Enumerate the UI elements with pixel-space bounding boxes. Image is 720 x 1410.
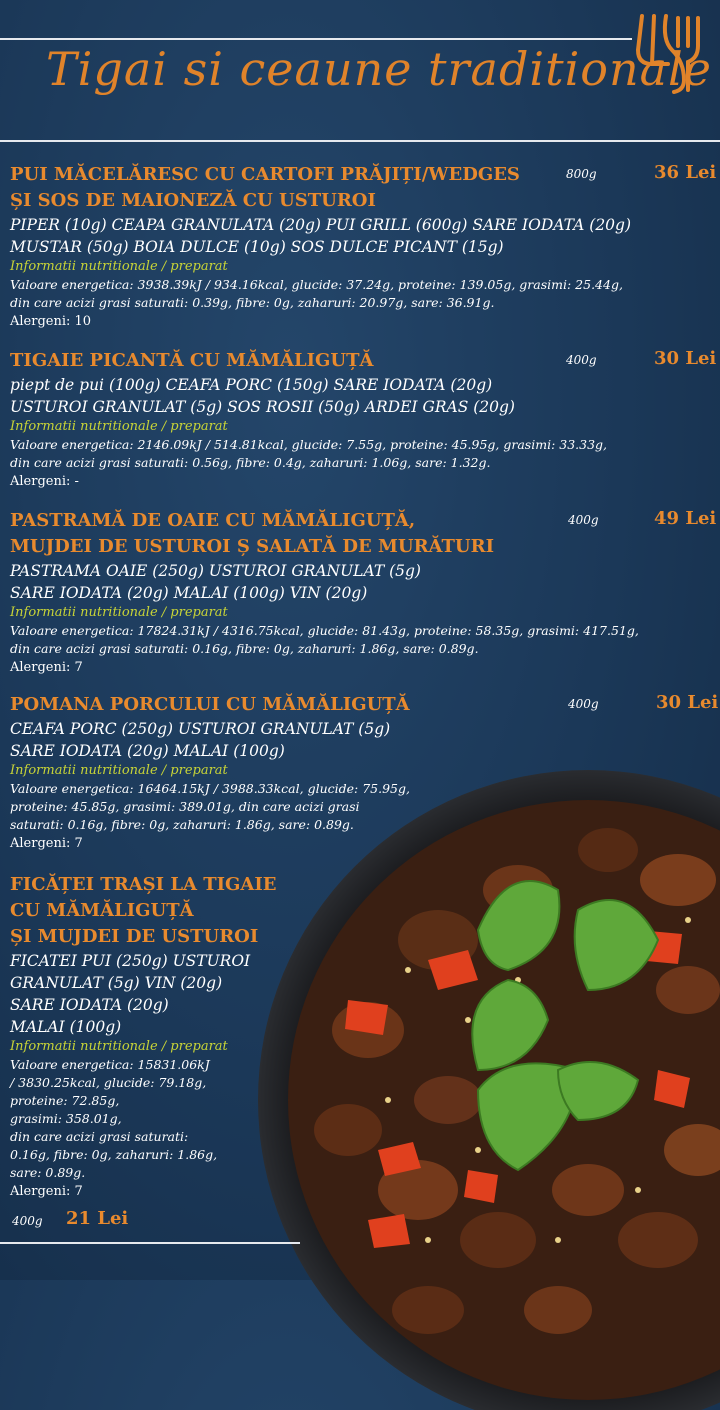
item-ingredients-line: PIPER (10g) CEAPA GRANULATA (20g) PUI GRILL (600g) SARE IODATA (20g) [10,216,632,234]
item-price: 30 Lei [656,692,719,713]
item-price: 30 Lei [654,348,717,369]
item-name-line: POMANA PORCULUI CU MĂMĂLIGUȚĂ [10,694,410,715]
item-name-line: FICĂȚEI TRAȘI LA TIGAIE [10,874,277,895]
item-info-label: Informatii nutritionale / preparat [10,763,228,778]
item-price: 36 Lei [654,162,717,183]
item-name-line: ȘI MUJDEI DE USTUROI [10,926,259,947]
item-info-label: Informatii nutritionale / preparat [10,605,228,620]
item-nutrition-line: din care acizi grasi saturati: [10,1129,189,1144]
item-ingredients-line: SARE IODATA (20g) MALAI (100g) VIN (20g) [10,584,368,602]
title-divider [0,140,720,142]
item-allergens: Alergeni: 7 [10,1184,83,1199]
item-ingredients-line: GRANULAT (5g) VIN (20g) [10,974,223,992]
item-name-line: MUJDEI DE USTUROI Ș SALATĂ DE MURĂTURI [10,536,494,557]
menu-item-2 [10,348,607,492]
item-nutrition-line: sare: 0.89g. [10,1165,86,1180]
item-nutrition-line: proteine: 45.85g, grasimi: 389.01g, din care acizi grasi [10,799,360,814]
item-nutrition-line: / 3830.25kcal, glucide: 79.18g, [10,1075,207,1090]
item-nutrition-line: din care acizi grasi saturati: 0.56g, fibre: 0.4g, zaharuri: 1.06g, sare: 1.32g. [10,455,491,470]
item-nutrition-line: grasimi: 358.01g, [10,1111,122,1126]
item-weight: 400g [568,513,599,527]
item-ingredients-line: FICATEI PUI (250g) USTUROI [10,952,251,970]
top-divider [0,38,632,40]
item-allergens: Alergeni: 7 [10,836,83,851]
item-nutrition-line: saturati: 0.16g, fibre: 0g, zaharuri: 1.86g, sare: 0.89g. [10,817,354,832]
item-allergens: Alergeni: 10 [10,314,92,329]
item-name-line: ȘI SOS DE MAIONEZĂ CU USTUROI [10,190,376,211]
page-title: Tigai si ceaune traditionale [46,42,712,96]
item-ingredients-line: SARE IODATA (20g) [10,996,169,1014]
item-info-label: Informatii nutritionale / preparat [10,259,228,274]
item-nutrition-line: din care acizi grasi saturati: 0.16g, fibre: 0g, zaharuri: 1.86g, sare: 0.89g. [10,641,479,656]
item-weight: 400g [12,1214,43,1228]
item-info-label: Informatii nutritionale / preparat [10,419,228,434]
item-allergens: Alergeni: - [10,474,79,489]
item-price: 21 Lei [66,1208,129,1229]
item-ingredients-line: SARE IODATA (20g) MALAI (100g) [10,742,285,760]
item-nutrition-line: Valoare energetica: 16464.15kJ / 3988.33kcal, glucide: 75.95g, [10,781,410,796]
item-info-label: Informatii nutritionale / preparat [10,1039,228,1054]
item-weight: 800g [566,167,597,181]
item-nutrition-line: Valoare energetica: 2146.09kJ / 514.81kcal, glucide: 7.55g, proteine: 45.95g, grasimi: 33.33g, [10,437,608,452]
item-nutrition-line: 0.16g, fibre: 0g, zaharuri: 1.86g, [10,1147,218,1162]
item-name-line: TIGAIE PICANTĂ CU MĂMĂLIGUȚĂ [10,350,374,371]
item-ingredients-line: PASTRAMA OAIE (250g) USTUROI GRANULAT (5g) [10,562,421,580]
item-price: 49 Lei [654,508,717,529]
item-name-line: PUI MĂCELĂRESC CU CARTOFI PRĂJIȚI/WEDGES [10,164,520,185]
item-ingredients-line: CEAFA PORC (250g) USTUROI GRANULAT (5g) [10,720,391,738]
item-name-line: PASTRAMĂ DE OAIE CU MĂMĂLIGUȚĂ, [10,510,416,531]
item-nutrition-line: Valoare energetica: 15831.06kJ [10,1057,210,1072]
item-name-line: CU MĂMĂLIGUȚĂ [10,900,194,921]
item-allergens: Alergeni: 7 [10,660,83,675]
item-ingredients-line: piept de pui (100g) CEAFA PORC (150g) SARE IODATA (20g) [10,376,493,394]
dish-photo [258,770,720,1410]
item-ingredients-line: USTUROI GRANULAT (5g) SOS ROSII (50g) ARDEI GRAS (20g) [10,398,515,416]
menu-item-5 [10,872,277,1202]
item-weight: 400g [566,353,597,367]
item-weight: 400g [568,697,599,711]
bottom-divider [0,1242,300,1244]
item-ingredients-line: MUSTAR (50g) BOIA DULCE (10g) SOS DULCE PICANT (15g) [10,238,504,256]
menu-item-4 [10,692,410,854]
item-ingredients-line: MALAI (100g) [10,1018,122,1036]
menu-item-3 [10,508,639,678]
item-nutrition-line: Valoare energetica: 17824.31kJ / 4316.75kcal, glucide: 81.43g, proteine: 58.35g, grasimi: 417.51g, [10,623,639,638]
item-nutrition-line: proteine: 72.85g, [10,1093,120,1108]
item-nutrition-line: din care acizi grasi saturati: 0.39g, fibre: 0g, zaharuri: 20.97g, sare: 36.91g. [10,295,495,310]
menu-item-1 [10,162,631,332]
item-nutrition-line: Valoare energetica: 3938.39kJ / 934.16kcal, glucide: 37.24g, proteine: 139.05g, grasimi: 25.44g, [10,277,623,292]
